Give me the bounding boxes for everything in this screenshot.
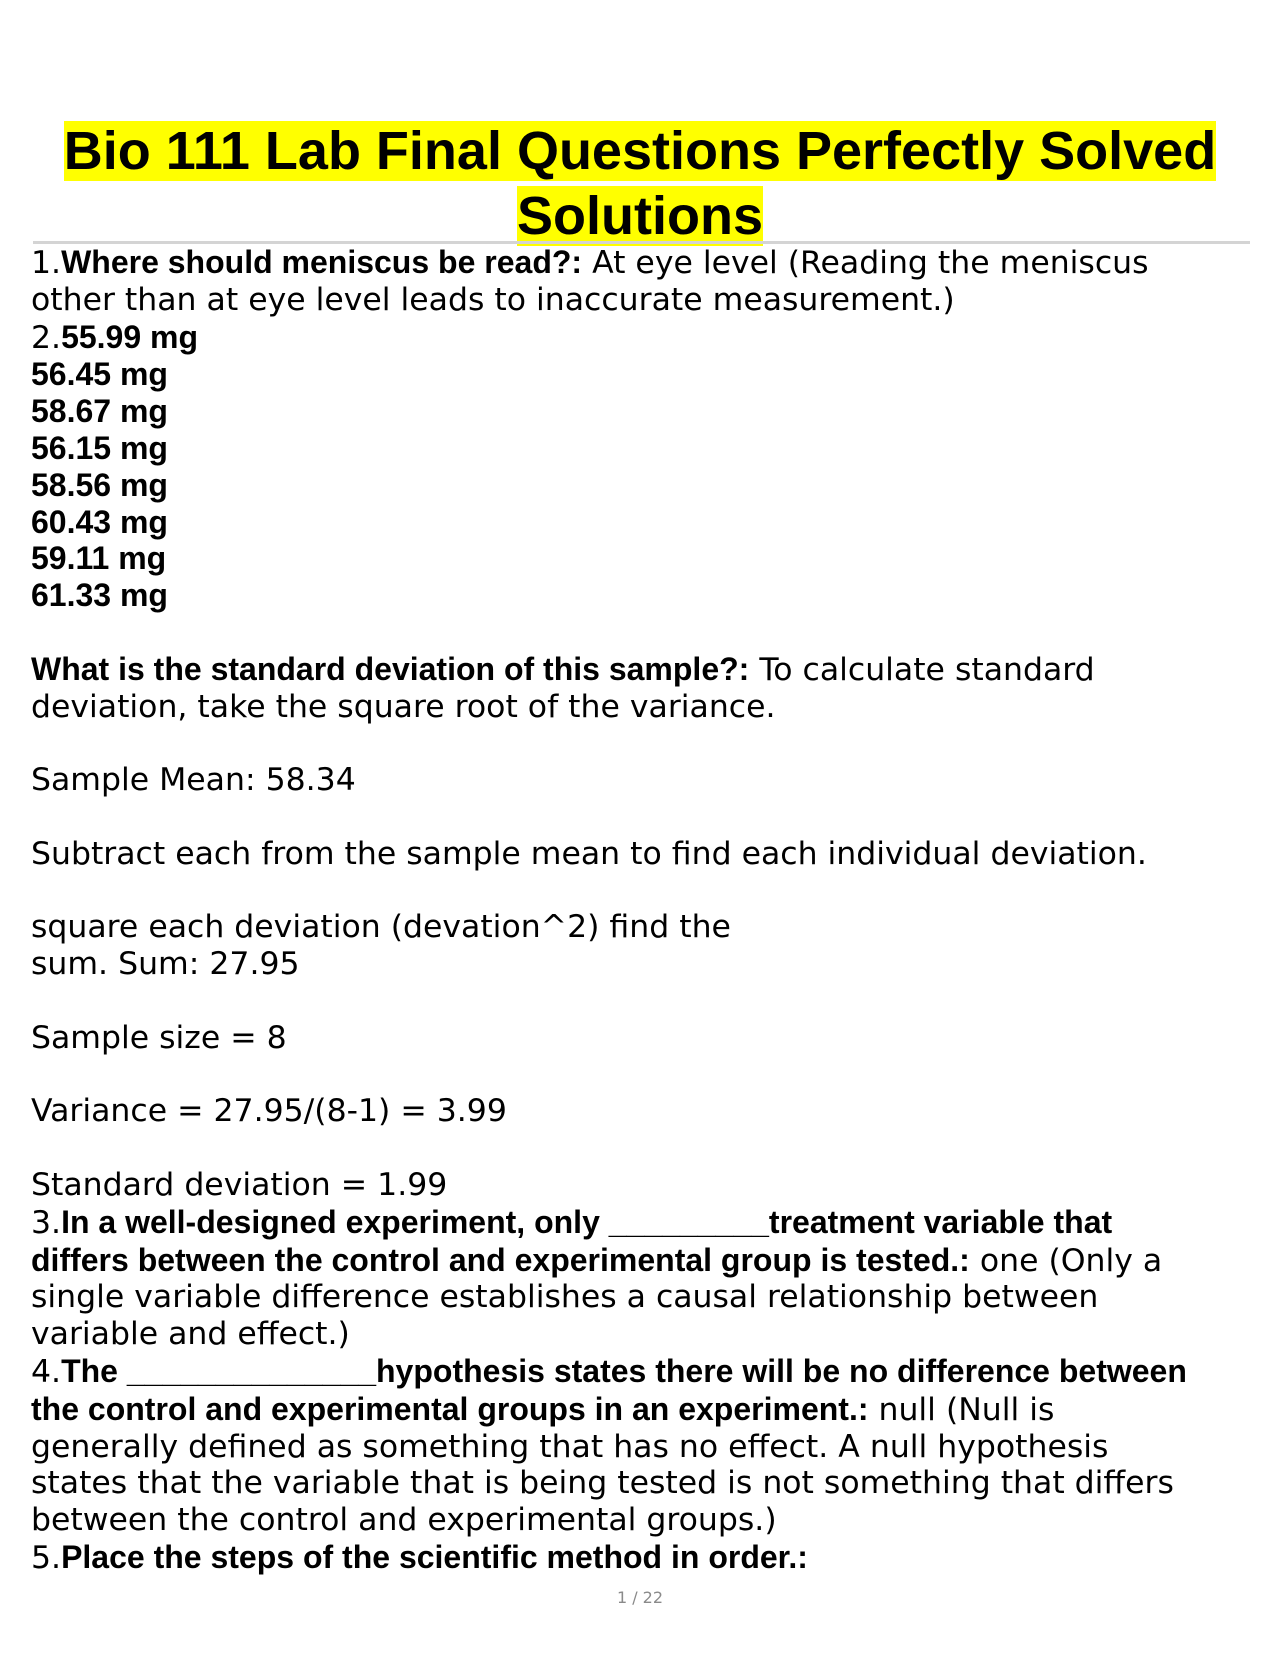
question-text: Where should meniscus be read?: [61, 244, 583, 280]
question-text: the control and experimental groups in an experiment.: [31, 1390, 869, 1427]
question-number: 4. [31, 1353, 62, 1390]
question-4-continuation [31, 1391, 1261, 1429]
spacer [31, 614, 1261, 651]
spacer [31, 1130, 1261, 1167]
sample-value: 58.56 mg [31, 466, 168, 503]
document-body [31, 244, 1261, 1577]
question-number: 2. [31, 319, 62, 356]
answer-text: null (Null is [868, 1391, 1055, 1428]
answer-text: one (Only a [969, 1242, 1163, 1279]
title-line-1: Bio 111 Lab Final Questions Perfectly Solved [63, 121, 1217, 181]
question-1 [31, 244, 1261, 282]
answer-continuation: single variable difference establishes a causal relationship between [31, 1279, 1099, 1316]
question-number: 1. [31, 245, 62, 281]
answer-continuation: generally defined as something that has no effect. A null hypothesis [31, 1428, 1109, 1465]
page-indicator: 1 / 22 [616, 1588, 664, 1607]
question-2-prompt [31, 651, 1261, 689]
answer-continuation: other than at eye level leads to inaccurate measurement.) [31, 281, 955, 318]
question-3-continuation [31, 1242, 1261, 1280]
square-step: square each deviation (devation^2) find the [31, 909, 731, 946]
question-3 [31, 1204, 1261, 1242]
answer-text: At eye level (Reading the meniscus [582, 245, 1149, 281]
spacer [31, 1057, 1261, 1094]
sample-size: Sample size = 8 [31, 1019, 287, 1056]
sample-value: 61.33 mg [31, 577, 168, 614]
question-text: The ______________hypothesis states there will be no difference between [61, 1352, 1187, 1389]
standard-deviation: Standard deviation = 1.99 [31, 1166, 448, 1203]
question-number: 5. [31, 1539, 62, 1576]
spacer [31, 873, 1261, 910]
answer-continuation: between the control and experimental groups.) [31, 1502, 777, 1539]
answer-continuation: deviation, take the square root of the variance. [31, 688, 776, 725]
sample-value: 60.43 mg [31, 503, 168, 540]
answer-continuation: states that the variable that is being tested is not something that differs [31, 1465, 1174, 1502]
sample-mean: Sample Mean: 58.34 [31, 762, 356, 799]
question-5 [31, 1539, 1261, 1577]
sample-value: 56.15 mg [31, 429, 168, 466]
question-4 [31, 1353, 1261, 1391]
sample-value: 55.99 mg [61, 318, 199, 355]
spacer [31, 983, 1261, 1020]
subtract-step: Subtract each from the sample mean to find each individual deviation. [31, 835, 1147, 872]
question-2 [31, 319, 1261, 357]
question-number: 3. [31, 1204, 62, 1241]
question-text: differs between the control and experimental group is tested.: [31, 1241, 970, 1278]
answer-continuation: variable and effect.) [31, 1316, 350, 1353]
document-title [30, 119, 1250, 249]
question-text: What is the standard deviation of this sample?: [31, 650, 750, 687]
sample-value: 59.11 mg [31, 540, 167, 577]
sum-value: sum. Sum: 27.95 [31, 946, 300, 983]
spacer [31, 799, 1261, 836]
variance: Variance = 27.95/(8-1) = 3.99 [31, 1093, 507, 1130]
answer-text: To calculate standard [749, 651, 1095, 688]
spacer [31, 725, 1261, 762]
sample-value: 56.45 mg [31, 356, 168, 393]
title-line-2: Solutions [517, 186, 763, 246]
sample-value: 58.67 mg [31, 393, 168, 430]
question-text: Place the steps of the scientific method in order.: [61, 1538, 808, 1575]
question-text: In a well-designed experiment, only _________treatment variable that [61, 1203, 1113, 1240]
